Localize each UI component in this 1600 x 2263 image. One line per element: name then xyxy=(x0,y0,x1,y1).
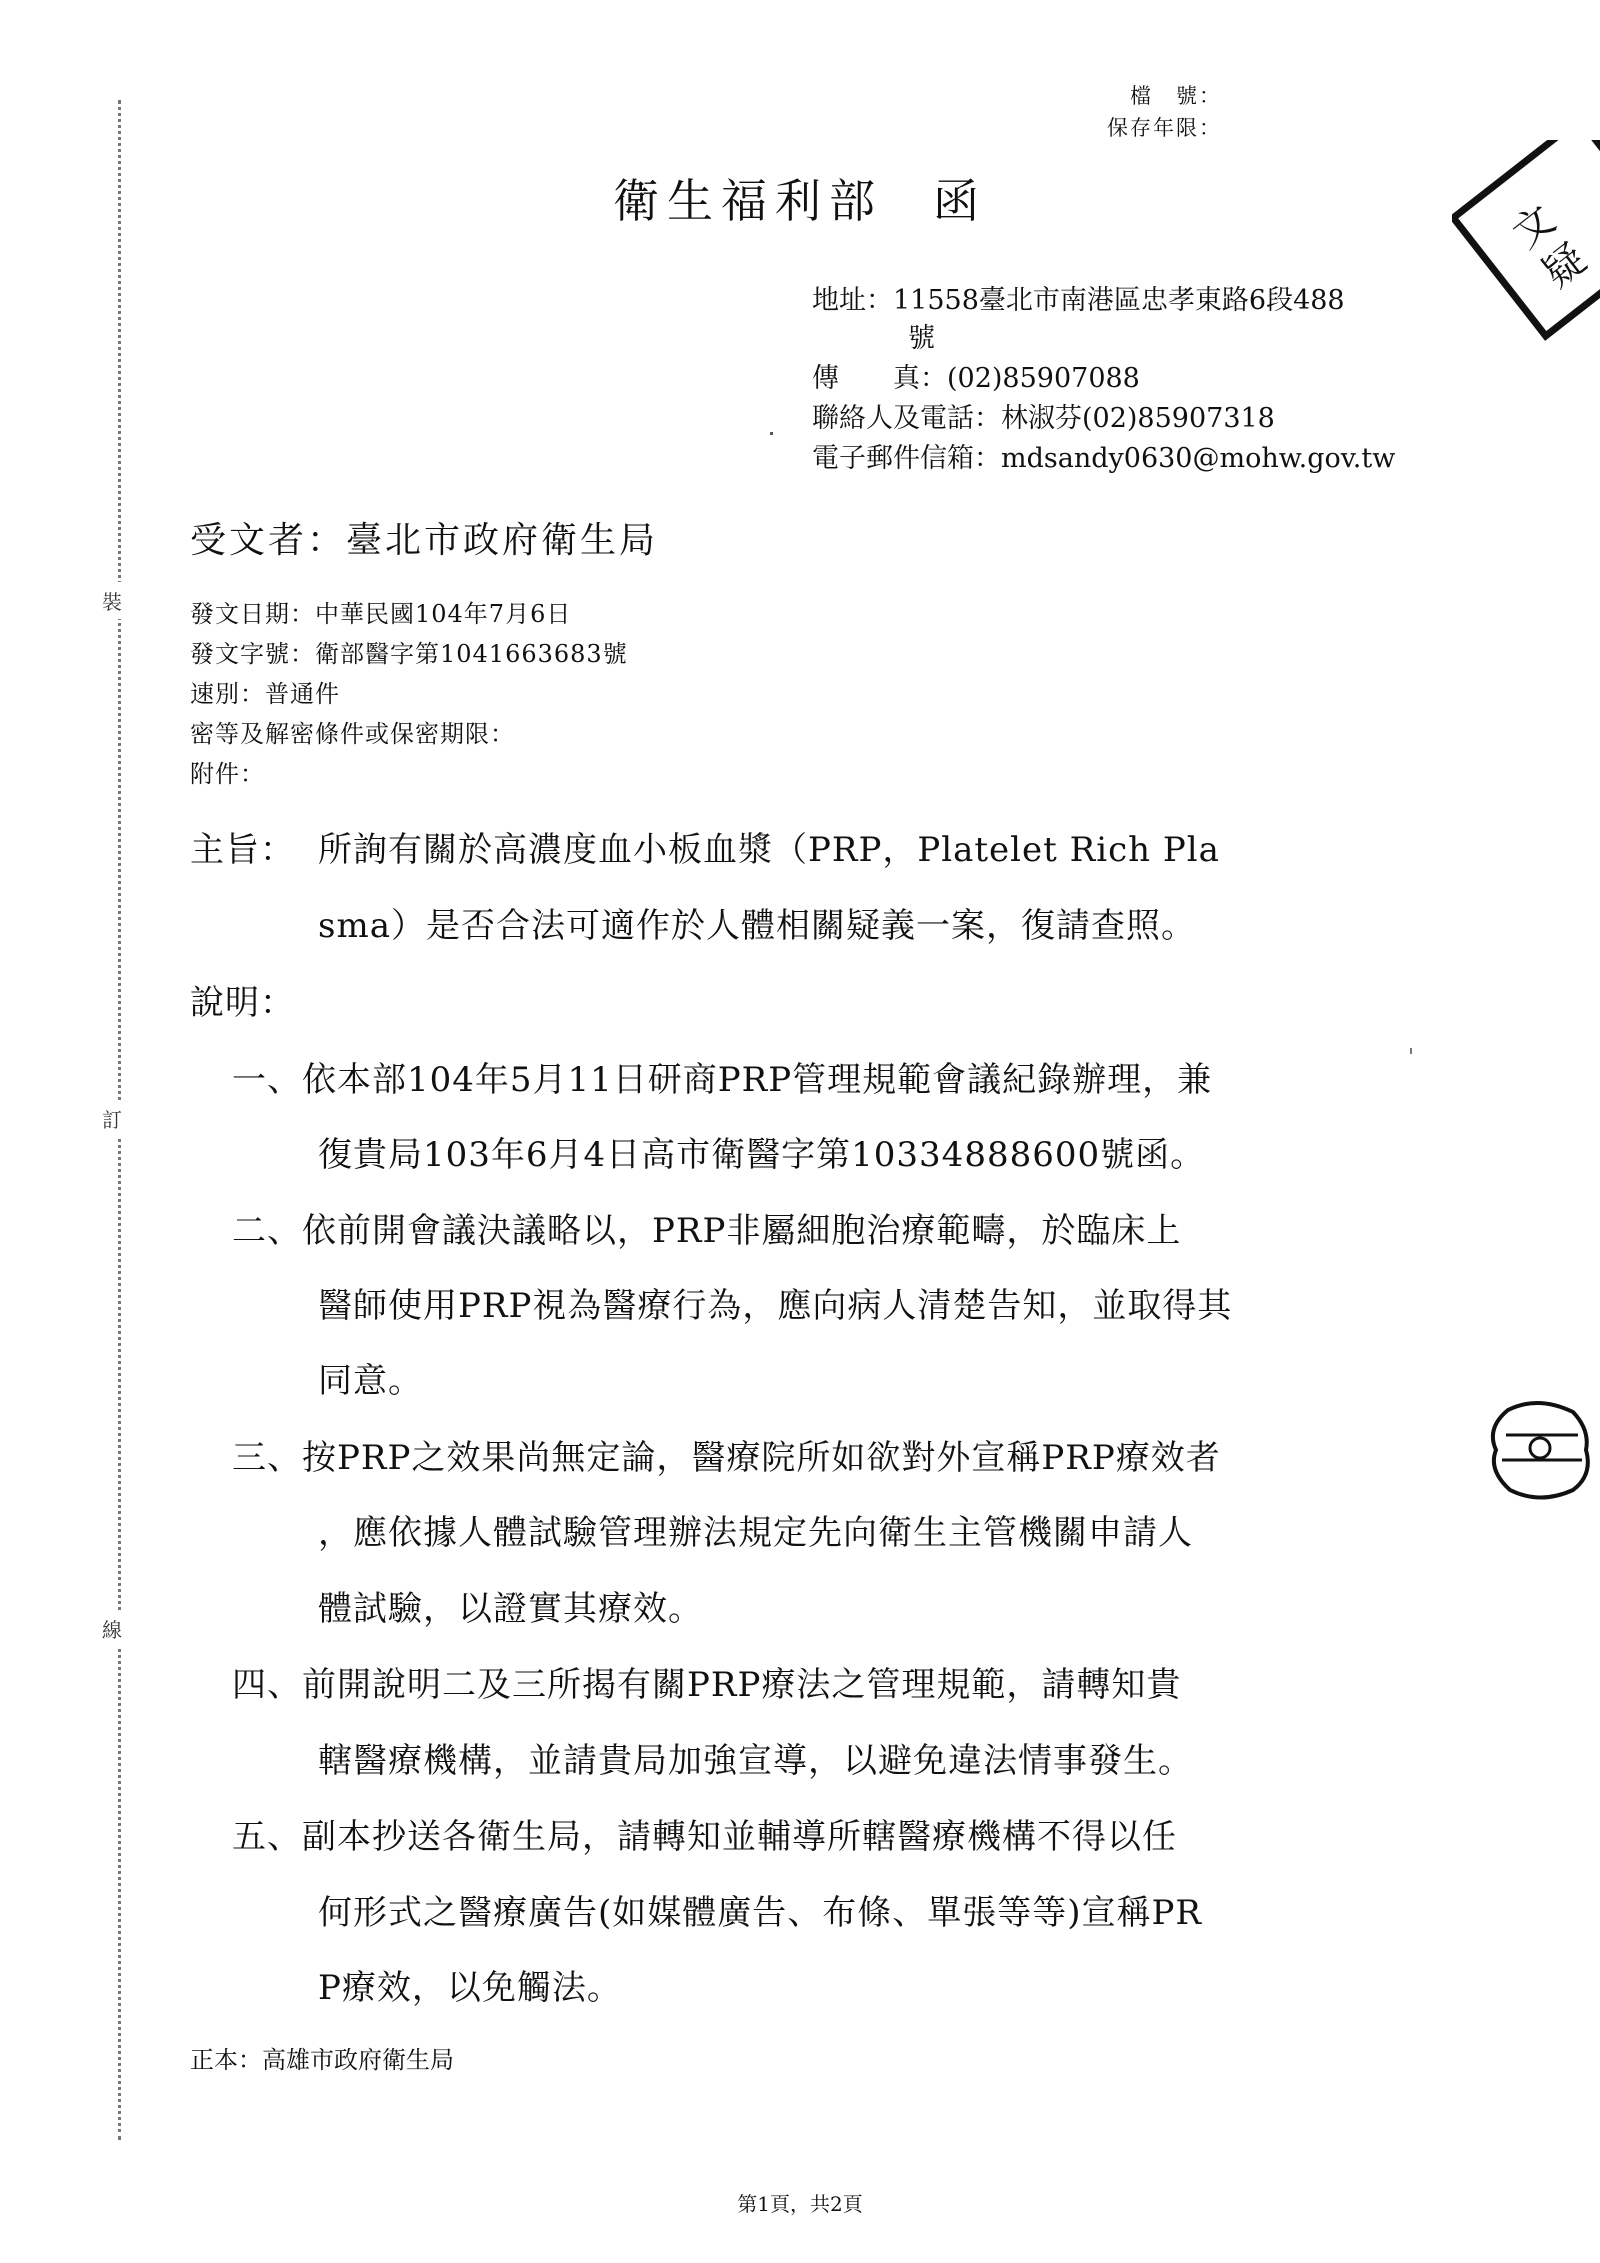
item-4-line-2: 轄醫療機構，並請貴局加強宣導，以避免違法情事發生。 xyxy=(318,1741,1193,1781)
recipient: 受文者：臺北市政府衛生局 xyxy=(190,520,659,561)
explanation-label: 說明： xyxy=(190,983,295,1023)
document-type: 函 xyxy=(933,174,987,228)
item-2-line-2: 醫師使用PRP視為醫療行為，應向病人清楚告知，並取得其 xyxy=(318,1286,1233,1326)
subject-label: 主旨： xyxy=(190,830,295,870)
page-number: 第1頁，共2頁 xyxy=(737,2192,863,2216)
seal-stamp-icon xyxy=(1478,1390,1600,1510)
contact-person-line: 聯絡人及電話：林淑芬(02)85907318 xyxy=(812,403,1275,434)
svg-text:疑: 疑 xyxy=(1535,235,1595,297)
subject-line-2: sma）是否合法可適作於人體相關疑義一案，復請查照。 xyxy=(318,906,1196,946)
subject-line-1: 所詢有關於高濃度血小板血漿（PRP，Platelet Rich Pla xyxy=(318,830,1220,870)
address-line: 地址：11558臺北市南港區忠孝東路6段488 xyxy=(812,285,1345,316)
fax-line: 傳 真：(02)85907088 xyxy=(812,363,1140,394)
item-5-line-1: 五、副本抄送各衛生局，請轉知並輔導所轄醫療機構不得以任 xyxy=(232,1817,1177,1857)
attachment: 附件： xyxy=(190,760,265,788)
item-5-line-2: 何形式之醫療廣告(如媒體廣告、布條、單張等等)宣稱PR xyxy=(318,1893,1203,1933)
binding-mark-xian: 線 xyxy=(102,1610,122,1647)
binding-mark-zhuang: 裝 xyxy=(102,582,122,619)
secrecy-level: 密等及解密條件或保密期限： xyxy=(190,720,515,748)
item-2-line-1: 二、依前開會議決議略以，PRP非屬細胞治療範疇，於臨床上 xyxy=(232,1211,1182,1251)
item-1-line-2: 復貴局103年6月4日高市衛醫字第10334888600號函。 xyxy=(318,1135,1206,1175)
delivery-speed: 速別：普通件 xyxy=(190,680,340,708)
scan-speck xyxy=(1410,1048,1412,1054)
item-1-line-1: 一、依本部104年5月11日研商PRP管理規範會議紀錄辦理，兼 xyxy=(232,1060,1213,1100)
item-3-line-3: 體試驗，以證實其療效。 xyxy=(318,1589,703,1629)
item-3-line-1: 三、按PRP之效果尚無定論，醫療院所如欲對外宣稱PRP療效者 xyxy=(232,1438,1221,1478)
item-5-line-3: P療效，以免觸法。 xyxy=(318,1968,622,2008)
item-4-line-1: 四、前開說明二及三所揭有關PRP療法之管理規範，請轉知貴 xyxy=(232,1665,1182,1705)
retention-period-field: 保存年限： xyxy=(1107,116,1222,140)
item-2-line-3: 同意。 xyxy=(318,1361,423,1401)
agency-name: 衛生福利部 xyxy=(613,174,883,228)
issue-number: 發文字號：衛部醫字第1041663683號 xyxy=(190,640,628,668)
scan-speck xyxy=(770,432,773,435)
issue-date: 發文日期：中華民國104年7月6日 xyxy=(190,600,572,628)
address-continuation: 號 xyxy=(908,323,935,354)
document-title xyxy=(0,165,1600,231)
binding-mark-ding: 訂 xyxy=(102,1100,122,1137)
copy-recipient: 正本：高雄市政府衛生局 xyxy=(190,2046,454,2074)
received-stamp-icon xyxy=(1452,140,1600,360)
email-line: 電子郵件信箱：mdsandy0630@mohw.gov.tw xyxy=(812,443,1396,474)
item-3-line-2: ，應依據人體試驗管理辦法規定先向衛生主管機關申請人 xyxy=(318,1513,1193,1553)
file-number-field: 檔 號： xyxy=(1130,84,1222,108)
svg-text:文: 文 xyxy=(1504,196,1565,258)
